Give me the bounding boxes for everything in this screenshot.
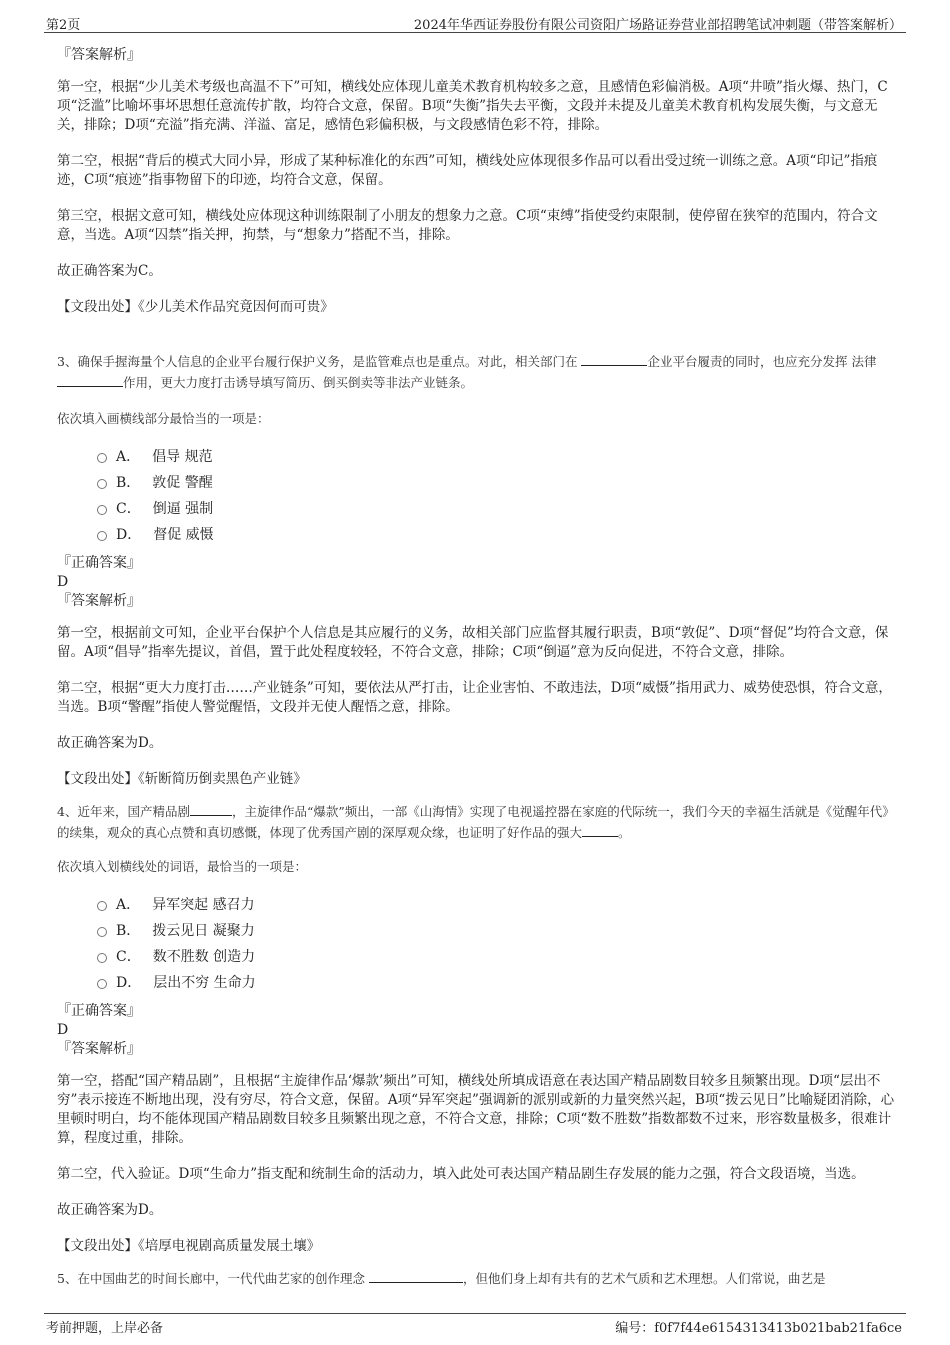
question-stem [57,1268,897,1289]
analysis-paragraph: 第三空，根据文意可知，横线处应体现这种训练限制了小朋友的想象力之意。C项“束缚”指使受约束限制，使停留在狭窄的范围内，符合文意，当选。A项“囚禁”指关押，拘禁，与“想象力”搭配不当，排除。 [57,208,878,243]
correct-answer-label: 『正确答案』 [57,555,141,571]
radio-icon[interactable] [97,505,107,515]
stem-text: 3、确保手握海量个人信息的企业平台履行保护义务，是监管难点也是重点。对此，相关部门在 [57,354,578,369]
radio-icon[interactable] [97,979,107,989]
analysis-label: 『答案解析』 [57,47,141,63]
option-d[interactable]: D． 层出不穷 生命力 [97,969,897,995]
analysis-label: 『答案解析』 [57,593,141,609]
stem-text: 。 [618,825,631,840]
radio-icon[interactable] [97,901,107,911]
document-title: 2024年华西证券股份有限公司资阳广场路证券营业部招聘笔试冲刺题（带答案解析） [413,18,902,33]
option-a[interactable]: A． 倡导 规范 [97,443,897,469]
stem-text: 法律 [851,354,877,369]
radio-icon[interactable] [97,531,107,541]
document-body [57,45,897,1289]
option-a[interactable]: A． 异军突起 感召力 [97,891,897,917]
footer-slogan: 考前押题，上岸必备 [46,1321,164,1336]
analysis-paragraph: 第一空，根据“少儿美术考级也高温不下”可知，横线处应体现儿童美术教育机构较多之意，且感情色彩偏消极。A项“井喷”指火爆、热门，C项“泛滥”比喻坏事坏思想任意流传扩散，均符合文意，保留。B项“失衡”指失去平衡，文段并未提及儿童美术教育机构发展失衡，与文意无关，排除；D项“充溢”指充满、洋溢、富足，感情色彩偏积极，与文段感情色彩不符，排除。 [57,79,888,133]
passage-source: 【文段出处】《斩断简历倒卖黑色产业链》 [57,771,307,787]
question-stem [57,351,897,393]
question-5 [57,1268,897,1289]
stem-text: 4、近年来，国产精品剧 [57,804,190,819]
option-d[interactable]: D． 督促 威慑 [97,521,897,547]
radio-icon[interactable] [97,953,107,963]
radio-icon[interactable] [97,453,107,463]
correct-answer-label: 『正确答案』 [57,1003,141,1019]
document-serial: 编号：f0f7f44e6154313413b021bab21fa6ce [615,1321,902,1336]
page-footer [44,1313,906,1336]
question-stem [57,801,897,843]
stem-text: 企业平台履责的同时，也应充分发挥 [647,354,848,369]
analysis-paragraph: 第一空，搭配“国产精品剧”，且根据“主旋律作品‘爆款’频出”可知，横线处所填成语意在表达国产精品剧数目较多且频繁出现。D项“层出不穷”表示接连不断地出现，没有穷尽，符合文意，保留。A项“异军突起”强调新的派别或新的力量突然兴起，B项“拨云见日”比喻疑团消除，心里顿时明白，均不能体现国产精品剧数目较多且频繁出现之意，不符合文意，排除；C项“数不胜数”指数都数不过来，形容数量极多，很难计算，程度过重，排除。 [57,1073,895,1146]
analysis-paragraph: 第二空，代入验证。D项“生命力”指支配和统制生命的活动力，填入此处可表达国产精品剧生存发展的能力之强，符合文段语境，当选。 [57,1166,865,1182]
correct-answer: D [57,1022,69,1038]
option-list [97,443,897,547]
conclusion: 故正确答案为D。 [57,1202,163,1218]
passage-source: 【文段出处】《培厚电视剧高质量发展土壤》 [57,1238,321,1254]
option-b[interactable]: B． 敦促 警醒 [97,469,897,495]
radio-icon[interactable] [97,479,107,489]
page-header [44,12,906,33]
page-number: 第2页 [46,18,81,33]
question-instruction: 依次填入划横线处的词语，最恰当的一项是： [57,859,308,874]
conclusion: 故正确答案为D。 [57,735,163,751]
passage-source: 【文段出处】《少儿美术作品究竟因何而可贵》 [57,299,334,315]
option-c[interactable]: C． 数不胜数 创造力 [97,943,897,969]
option-b[interactable]: B． 拨云见日 凝聚力 [97,917,897,943]
question-4 [57,801,897,1256]
stem-text: 作用，更大力度打击诱导填写简历、倒买倒卖等非法产业链条。 [123,375,474,390]
blank-line [57,374,123,387]
blank-line [582,824,618,837]
conclusion: 故正确答案为C。 [57,263,162,279]
correct-answer: D [57,574,69,590]
question-3 [57,341,897,789]
option-c[interactable]: C． 倒逼 强制 [97,495,897,521]
analysis-paragraph: 第二空，根据“更大力度打击……产业链条”可知，要依法从严打击，让企业害怕、不敢违法，D项“威慑”指用武力、威势使恐惧，符合文意，当选。B项“警醒”指使人警觉醒悟，文段并无使人醒悟之意，排除。 [57,680,892,715]
radio-icon[interactable] [97,927,107,937]
stem-text: ，主旋律作品“爆款”频出，一部《山海情》实现了电视遥控器在家庭的代际统一，我们今天的幸福生活就是《觉醒年代》的续集，观众的真心点赞和真切感慨，体现了优秀国产剧的深厚观众缘，也证明了好作品的强大 [57,804,895,840]
question-instruction: 依次填入画横线部分最恰当的一项是： [57,411,270,426]
stem-text: 5、在中国曲艺的时间长廊中，一代代曲艺家的创作理念 [57,1271,365,1286]
analysis-label: 『答案解析』 [57,1041,141,1057]
option-list [97,891,897,995]
blank-line [581,353,647,366]
question-2-analysis [57,45,897,317]
analysis-paragraph: 第一空，根据前文可知，企业平台保护个人信息是其应履行的义务，故相关部门应监督其履行职责，B项“敦促”、D项“督促”均符合文意，保留。A项“倡导”指率先提议，首倡，置于此处程度较轻，不符合文意，排除；C项“倒逼”意为反向促进，不符合文意，排除。 [57,625,889,660]
analysis-paragraph: 第二空，根据“背后的模式大同小异，形成了某种标准化的东西”可知，横线处应体现很多作品可以看出受过统一训练之意。A项“印记”指痕迹，C项“痕迹”指事物留下的印迹，均符合文意，保留。 [57,153,878,188]
blank-line [190,803,232,816]
blank-line [369,1270,463,1283]
stem-text: ，但他们身上却有共有的艺术气质和艺术理想。人们常说，曲艺是 [462,1271,826,1286]
